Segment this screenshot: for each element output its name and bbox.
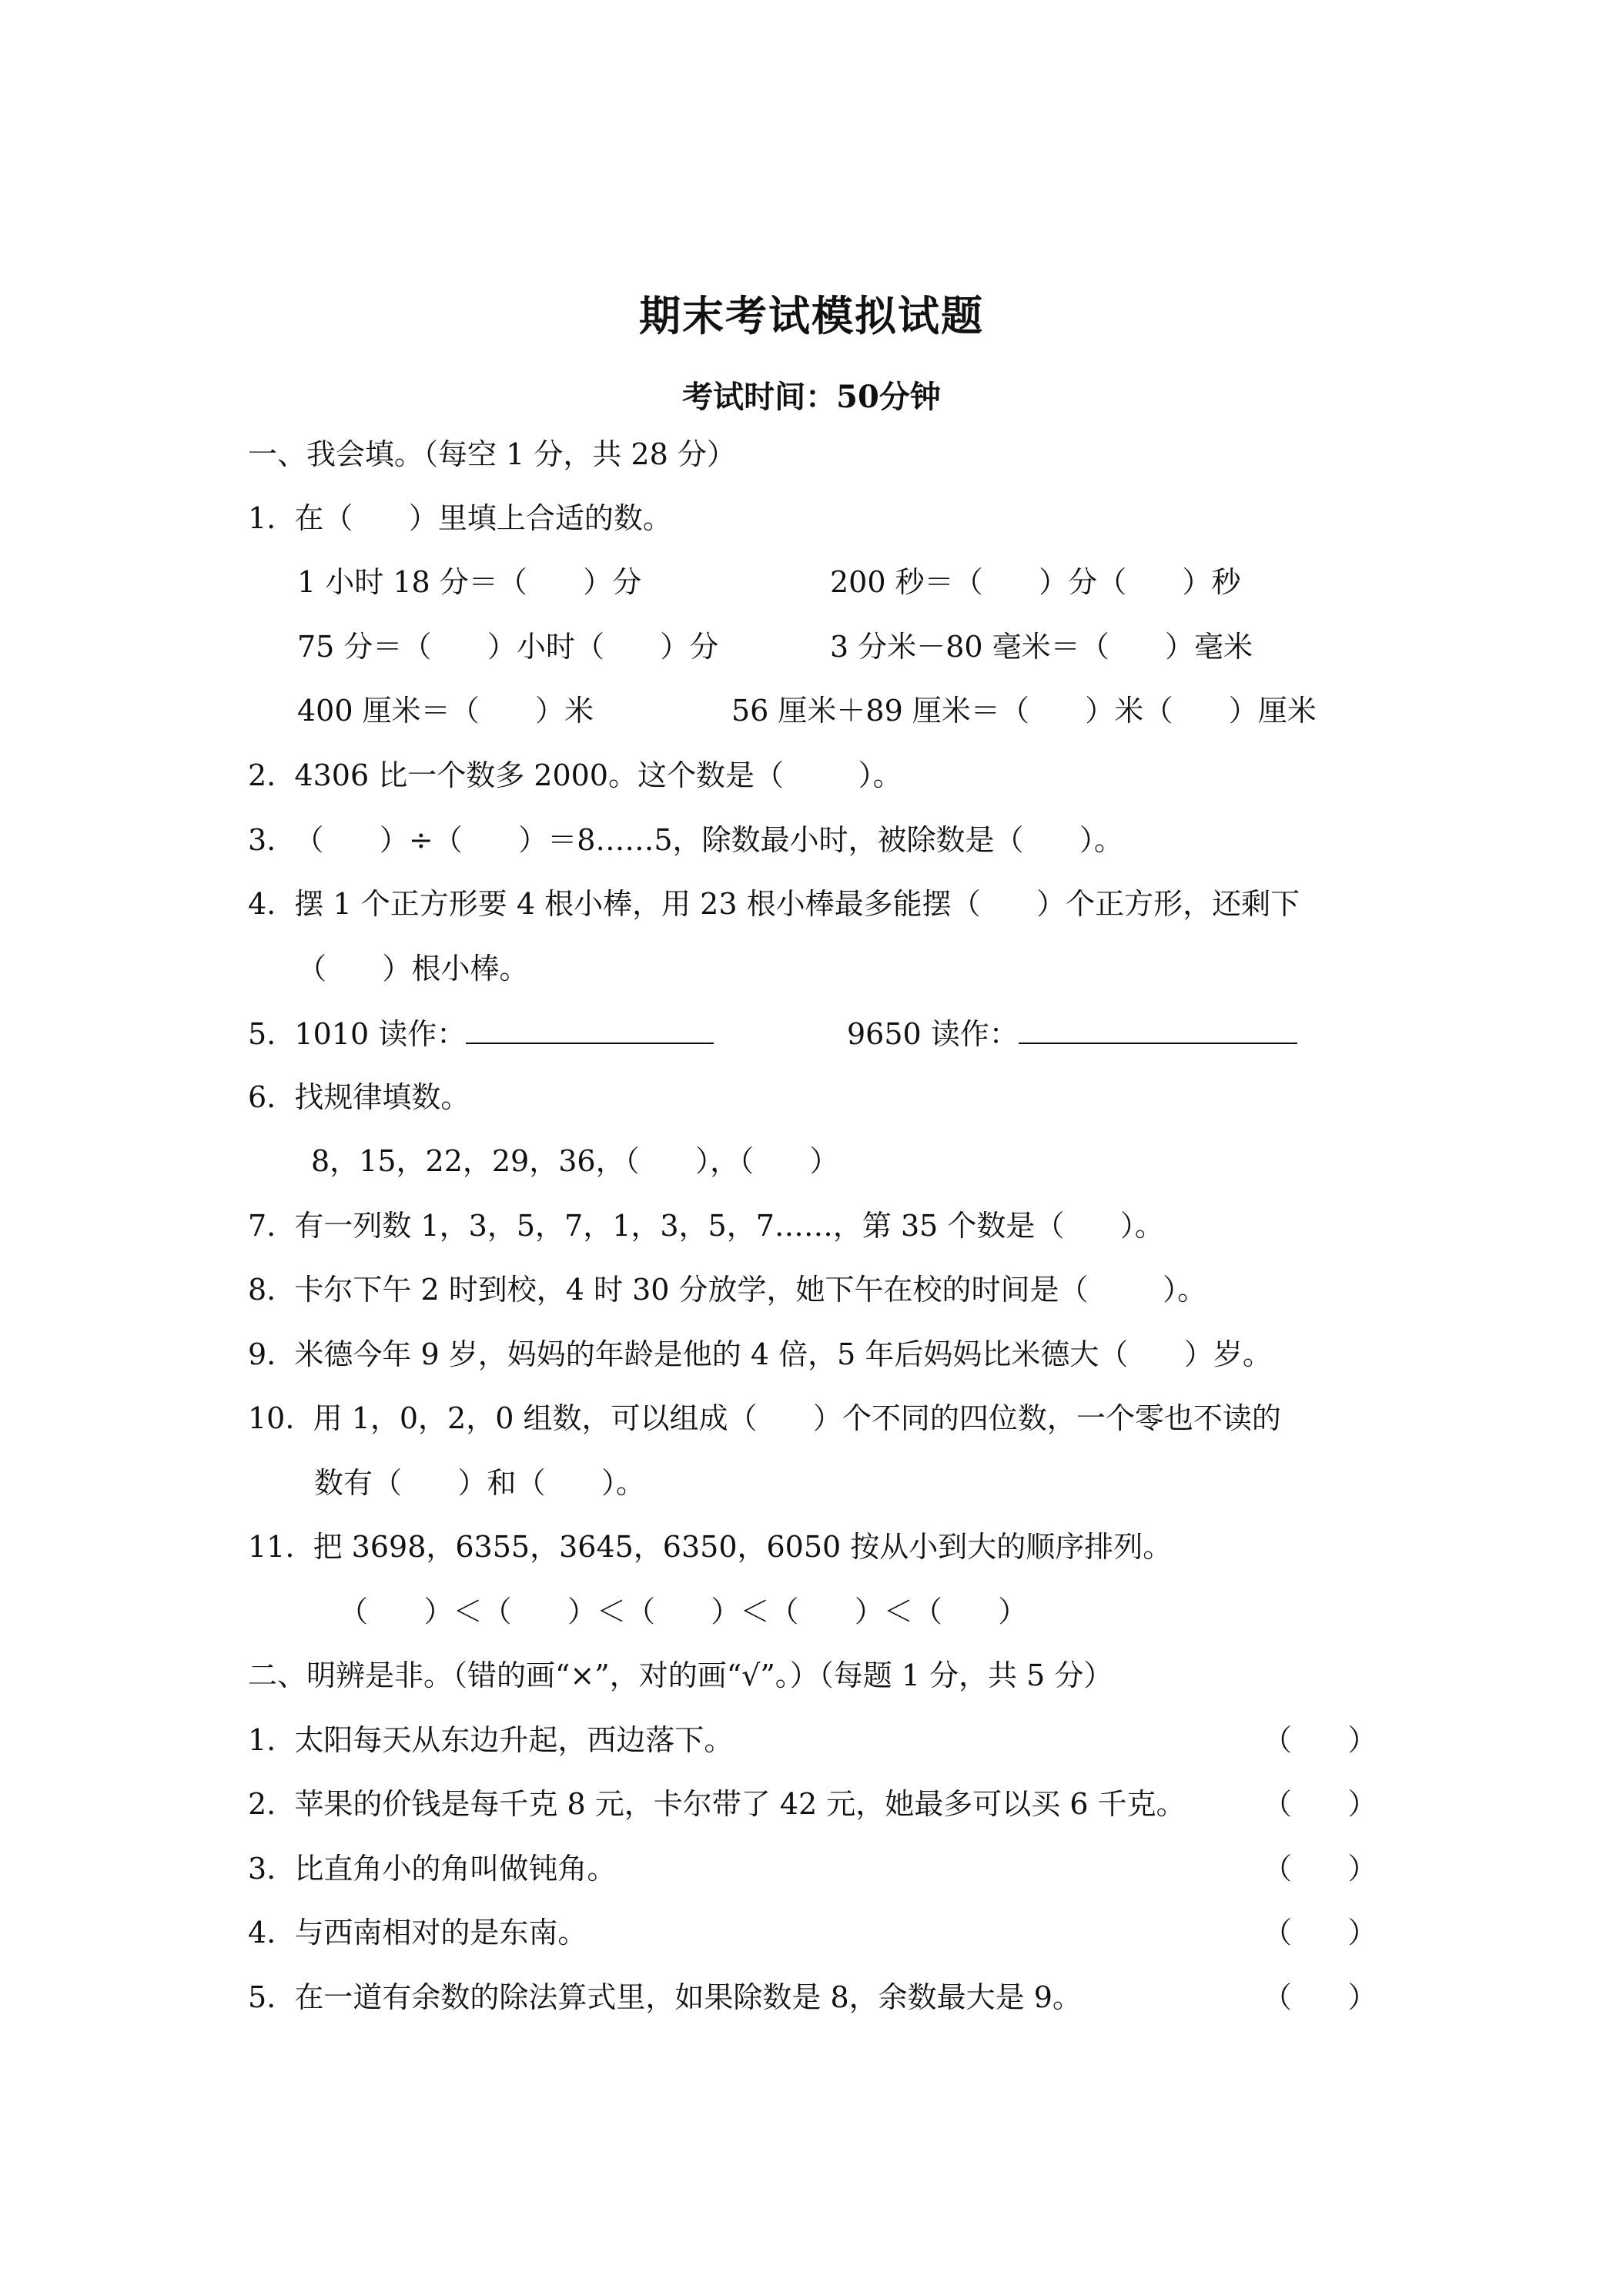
- question-5a-label: 5. 1010 读作：: [248, 1017, 467, 1051]
- question-11-stem: 11. 把 3698，6355，3645，6350，6050 按从小到大的顺序排列。: [248, 1530, 1173, 1564]
- question-4-line1: 4. 摆 1 个正方形要 4 根小棒，用 23 根小棒最多能摆（ ）个正方形，还剩下: [248, 887, 1300, 921]
- answer-paren-3[interactable]: （ ）: [1263, 1852, 1377, 1886]
- answer-paren-4[interactable]: （ ）: [1263, 1916, 1377, 1950]
- question-5b: [847, 1013, 1297, 1053]
- question-1-stem: 1. 在（ ）里填上合适的数。: [248, 501, 672, 535]
- question-8: 8. 卡尔下午 2 时到校，4 时 30 分放学，她下午在校的时间是（ ）。: [248, 1273, 1207, 1307]
- question-3: 3. （ ）÷（ ）＝8……5，除数最小时，被除数是（ ）。: [248, 823, 1124, 857]
- judge-item-4: 4. 与西南相对的是东南。: [248, 1916, 587, 1950]
- question-7: 7. 有一列数 1，3，5，7，1，3，5，7……，第 35 个数是（ ）。: [248, 1209, 1164, 1243]
- question-10-line1: 10. 用 1，0，2，0 组数，可以组成（ ）个不同的四位数，一个零也不读的: [248, 1401, 1281, 1435]
- question-5a: [248, 1013, 714, 1053]
- question-1a: 1 小时 18 分＝（ ）分: [297, 565, 642, 599]
- answer-blank-5a[interactable]: [466, 1013, 714, 1044]
- answer-blank-5b[interactable]: [1019, 1013, 1297, 1044]
- question-1e: 400 厘米＝（ ）米: [297, 694, 594, 728]
- question-6-sequence: 8，15，22，29，36，（ ），（ ）: [311, 1144, 839, 1178]
- section1-header: 一、我会填。（每空 1 分，共 28 分）: [248, 437, 736, 471]
- answer-paren-1[interactable]: （ ）: [1263, 1723, 1377, 1757]
- question-10-line2: 数有（ ）和（ ）。: [314, 1466, 645, 1500]
- question-9: 9. 米德今年 9 岁，妈妈的年龄是他的 4 倍，5 年后妈妈比米德大（ ）岁。: [248, 1337, 1272, 1371]
- exam-duration: 考试时间：50分钟: [682, 379, 941, 415]
- judge-item-5: 5. 在一道有余数的除法算式里，如果除数是 8，余数最大是 9。: [248, 1980, 1082, 2014]
- judge-item-3: 3. 比直角小的角叫做钝角。: [248, 1852, 617, 1886]
- question-4-line2: （ ）根小棒。: [297, 952, 529, 986]
- question-1d: 3 分米－80 毫米＝（ ）毫米: [830, 630, 1253, 664]
- answer-paren-5[interactable]: （ ）: [1263, 1980, 1377, 2014]
- question-6-stem: 6. 找规律填数。: [248, 1080, 470, 1114]
- judge-item-1: 1. 太阳每天从东边升起，西边落下。: [248, 1723, 734, 1757]
- judge-item-2: 2. 苹果的价钱是每千克 8 元，卡尔带了 42 元，她最多可以买 6 千克。: [248, 1787, 1186, 1821]
- question-1b: 200 秒＝（ ）分（ ）秒: [830, 565, 1241, 599]
- section2-header: 二、明辨是非。（错的画“×”，对的画“√”。）（每题 1 分，共 5 分）: [248, 1658, 1113, 1692]
- question-2: 2. 4306 比一个数多 2000。这个数是（ ）。: [248, 758, 902, 792]
- question-11-order: （ ）＜（ ）＜（ ）＜（ ）＜（ ）: [339, 1595, 1028, 1628]
- question-1c: 75 分＝（ ）小时（ ）分: [297, 630, 719, 664]
- question-1f: 56 厘米＋89 厘米＝（ ）米（ ）厘米: [731, 694, 1317, 728]
- question-5b-label: 9650 读作：: [847, 1017, 1019, 1051]
- page-title: 期末考试模拟试题: [639, 291, 984, 340]
- answer-paren-2[interactable]: （ ）: [1263, 1787, 1377, 1821]
